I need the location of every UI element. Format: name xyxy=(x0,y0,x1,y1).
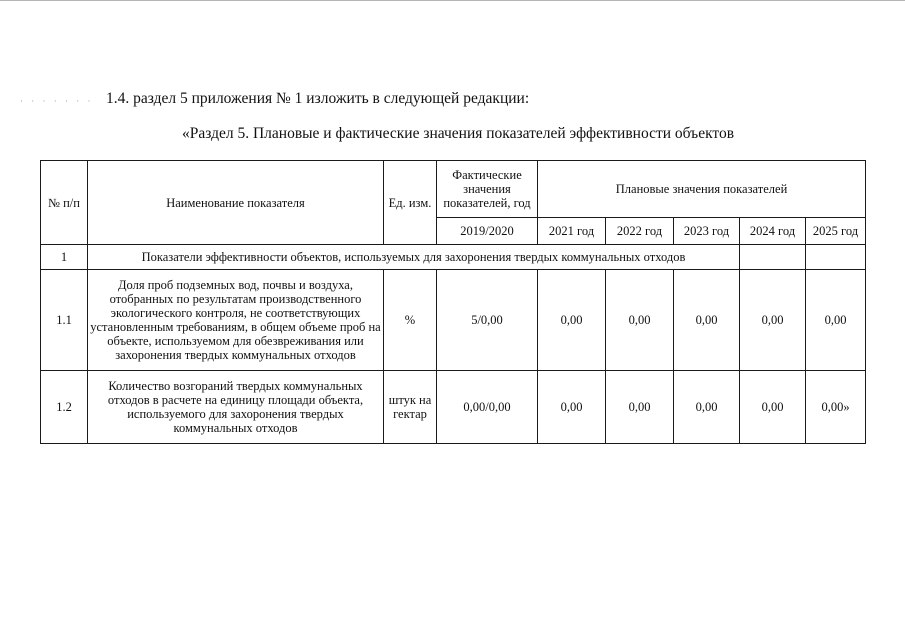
header-year-2024: 2024 год xyxy=(740,218,806,245)
header-year-2021: 2021 год xyxy=(538,218,606,245)
section-title-cell: Показатели эффективности объектов, используемых для захоронения твердых коммунальных отходов xyxy=(88,245,740,270)
row-plan-2022: 0,00 xyxy=(606,371,674,444)
header-num: № п/п xyxy=(41,161,88,245)
page-top-edge xyxy=(0,0,905,1)
intro-paragraph: 1.4. раздел 5 приложения № 1 изложить в следующей редакции: xyxy=(106,90,530,107)
row-unit: штук на гектар xyxy=(384,371,437,444)
row-plan-2021: 0,00 xyxy=(538,371,606,444)
indicators-table xyxy=(40,160,866,444)
row-name: Доля проб подземных вод, почвы и воздуха, отобранных по результатам производственного экологического контроля, не соответствующих установленным требованиям, в общем объеме проб на объекте, используемом для обезвреживания или захоронения твердых коммунальных отходов xyxy=(88,270,384,371)
row-num: 1.1 xyxy=(41,270,88,371)
row-fact: 0,00/0,00 xyxy=(437,371,538,444)
section-title: «Раздел 5. Плановые и фактические значения показателей эффективности объектов xyxy=(182,125,735,142)
row-fact: 5/0,00 xyxy=(437,270,538,371)
scan-artifact-dots: · · · · · · · xyxy=(20,96,94,106)
row-plan-2023: 0,00 xyxy=(674,270,740,371)
header-year-2022: 2022 год xyxy=(606,218,674,245)
row-plan-2023: 0,00 xyxy=(674,371,740,444)
section-num: 1 xyxy=(41,245,88,270)
table-section-row xyxy=(41,245,866,270)
row-name: Количество возгораний твердых коммунальных отходов в расчете на единицу площади объекта, используемого для захоронения твердых коммунальных отходов xyxy=(88,371,384,444)
header-unit: Ед. изм. xyxy=(384,161,437,245)
table-row xyxy=(41,371,866,444)
section-empty-cell-2024 xyxy=(740,245,806,270)
row-plan-2025: 0,00» xyxy=(806,371,866,444)
row-plan-2024: 0,00 xyxy=(740,270,806,371)
section-empty-cell-2025 xyxy=(806,245,866,270)
header-fact: Фактические значения показателей, год xyxy=(437,161,538,218)
row-plan-2025: 0,00 xyxy=(806,270,866,371)
header-year-2025: 2025 год xyxy=(806,218,866,245)
header-year-2023: 2023 год xyxy=(674,218,740,245)
row-unit: % xyxy=(384,270,437,371)
table-row xyxy=(41,270,866,371)
row-plan-2024: 0,00 xyxy=(740,371,806,444)
header-plan: Плановые значения показателей xyxy=(538,161,866,218)
header-fact-year: 2019/2020 xyxy=(437,218,538,245)
header-name: Наименование показателя xyxy=(88,161,384,245)
row-num: 1.2 xyxy=(41,371,88,444)
row-plan-2021: 0,00 xyxy=(538,270,606,371)
table-header-row xyxy=(41,161,866,218)
row-plan-2022: 0,00 xyxy=(606,270,674,371)
